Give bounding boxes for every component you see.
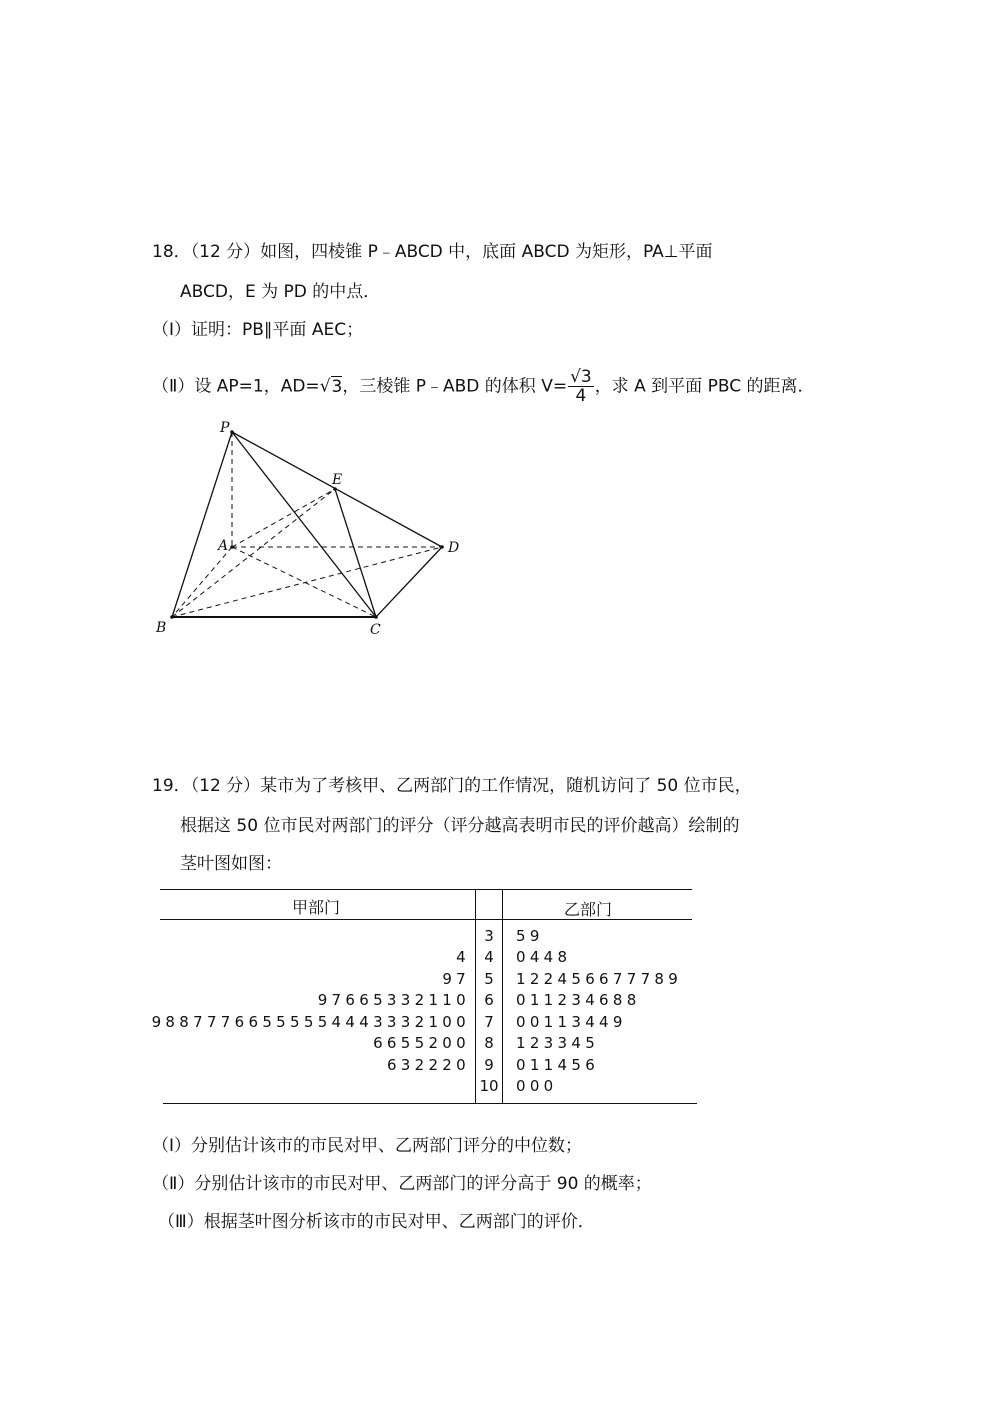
stem-6: 6 <box>484 991 494 1009</box>
left-header: 甲部门 <box>292 898 341 917</box>
edge-AB <box>172 547 232 617</box>
label-D: D <box>448 540 460 556</box>
label-B: B <box>156 620 167 636</box>
stem-8: 8 <box>484 1034 494 1052</box>
q18-stem-line1: 18．（12 分）如图，四棱锥 P﹣ABCD 中，底面 ABCD 为矩形，PA⊥平面 <box>152 242 713 262</box>
table-top-rule <box>160 889 692 890</box>
label-P: P <box>220 420 230 436</box>
stem-9: 9 <box>484 1056 494 1074</box>
label-E: E <box>332 472 343 488</box>
edge-PB <box>172 432 232 617</box>
stem-10: 10 <box>479 1077 499 1095</box>
stem-3: 3 <box>484 927 494 945</box>
q18-part2-sqrt-value: 3 <box>331 376 343 397</box>
q19-part3: （Ⅲ）根据茎叶图分析该市的市民对甲、乙两部门的评价． <box>158 1212 595 1232</box>
edge-BE <box>172 489 335 617</box>
q18-volume-fraction <box>568 368 594 405</box>
q19-stem-line1: 19．（12 分）某市为了考核甲、乙两部门的工作情况，随机访问了 50 位市民， <box>152 776 752 796</box>
q18-part2-sqrt: √3 <box>319 376 343 397</box>
right-leaves-5: 122456677789 <box>516 970 683 988</box>
right-header: 乙部门 <box>564 900 613 919</box>
pyramid-figure <box>140 410 480 650</box>
left-leaves-5: 97 <box>442 970 470 988</box>
table-header-rule <box>160 919 692 920</box>
left-leaves-7: 98877766555554443332100 <box>151 1013 470 1031</box>
left-leaves-9: 632220 <box>386 1056 470 1074</box>
edge-AC <box>232 547 376 617</box>
q18-stem-line2: ABCD，E 为 PD 的中点． <box>180 282 381 302</box>
q18-part2 <box>152 368 814 405</box>
q19-stem-line3: 茎叶图如图： <box>180 854 282 874</box>
right-leaves-6: 011234688 <box>516 991 641 1009</box>
left-leaves-6: 97665332110 <box>317 991 470 1009</box>
stem-4: 4 <box>484 948 494 966</box>
q19-part2: （Ⅱ）分别估计该市的市民对甲、乙两部门的评分高于 90 的概率； <box>152 1174 652 1194</box>
q18-part2-text-a: （Ⅱ）设 AP=1，AD= <box>152 376 320 397</box>
right-leaves-8: 123345 <box>516 1034 600 1052</box>
q18-part2-text-b: ，三棱锥 P﹣ABD 的体积 V= <box>342 376 568 397</box>
q18-fraction-numerator: √3 <box>570 367 592 387</box>
right-leaves-10: 000 <box>516 1077 558 1095</box>
edge-PC <box>232 432 376 617</box>
q19-stem-line2: 根据这 50 位市民对两部门的评分（评分越高表明市民的评价越高）绘制的 <box>180 816 740 836</box>
q18-part2-text-c: ，求 A 到平面 PBC 的距离． <box>594 376 815 397</box>
right-leaves-7: 00113449 <box>516 1013 627 1031</box>
right-leaves-9: 011456 <box>516 1056 600 1074</box>
label-C: C <box>370 622 381 638</box>
stem-7: 7 <box>484 1013 494 1031</box>
stem-divider-right <box>502 889 503 1104</box>
left-leaves-8: 6655200 <box>373 1034 470 1052</box>
right-leaves-3: 59 <box>516 927 544 945</box>
right-leaves-4: 0448 <box>516 948 572 966</box>
table-bottom-rule <box>163 1103 697 1104</box>
edge-BD <box>172 547 442 617</box>
edge-PD <box>232 432 442 547</box>
edge-CD <box>376 547 442 617</box>
left-leaves-4: 4 <box>456 948 470 966</box>
q18-fraction-denominator: 4 <box>575 386 587 406</box>
q18-part1: （Ⅰ）证明：PB∥平面 AEC； <box>152 320 364 340</box>
stem-5: 5 <box>484 970 494 988</box>
q19-part1: （Ⅰ）分别估计该市的市民对甲、乙两部门评分的中位数； <box>152 1136 583 1156</box>
label-A: A <box>218 538 229 554</box>
